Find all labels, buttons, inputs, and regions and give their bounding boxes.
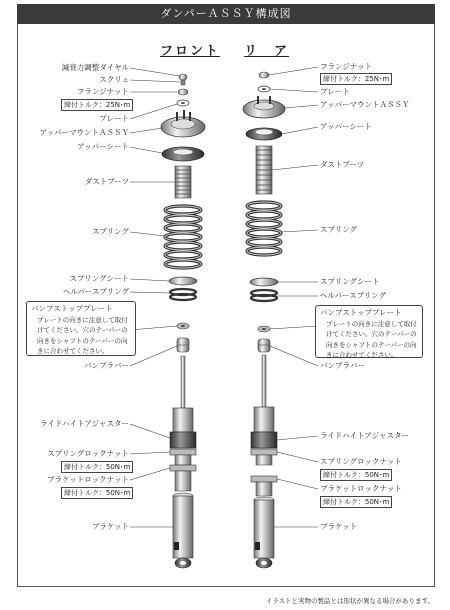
front-label-helper-spring: ヘルパースプリング — [62, 287, 129, 296]
rear-bump-stop-plate-title: バンプストッププレート — [320, 308, 402, 317]
rear-bump-stop-plate-text: プレートの向きに注意して取付けてください。穴のテーパーの向きをシャフトのテーパーの向きに合わせてください。 — [326, 319, 417, 359]
rear-label-flange-nut: フランジナット — [320, 62, 373, 71]
front-label-bracket: ブラケット — [91, 522, 129, 531]
rear-spring-seat — [250, 278, 278, 286]
rear-assembly — [243, 72, 285, 568]
rear-bracket-lock-nut-torque: 締付トルク：50N･m — [320, 496, 392, 508]
front-label-dust-boot: ダストブーツ — [84, 177, 129, 186]
front-damping-dial — [179, 74, 187, 80]
front-assembly — [161, 74, 205, 568]
front-spring-lock-nut — [170, 449, 196, 455]
front-label-spring-lock-nut: スプリングロックナット — [47, 449, 129, 458]
rear-label-spring-lock-nut: スプリングロックナット — [320, 457, 402, 466]
page-title: ダンパーＡＳＳＹ構成図 — [17, 4, 435, 24]
front-label-screw: スクリュ — [99, 75, 129, 84]
front-label-ride-height-adjuster: ライドハイトアジャスター — [40, 419, 129, 428]
front-label-flange-nut: フランジナット — [76, 87, 129, 96]
front-spring-seat — [169, 277, 197, 285]
rear-label-spring: スプリング — [320, 225, 358, 234]
rear-helper-spring — [251, 290, 277, 301]
rear-bracket — [254, 497, 274, 568]
rear-label-bump-rubber: バンプラバー — [320, 361, 365, 370]
front-shaft — [181, 356, 185, 408]
front-label-spring-seat: スプリングシート — [69, 274, 129, 283]
rear-label-upper-mount: アッパーマウントＡＳＳＹ — [320, 100, 410, 109]
front-label-bracket-lock-nut: ブラケットロックナット — [47, 475, 129, 484]
front-dust-boot — [175, 166, 191, 198]
rear-spring-lock-nut-torque: 締付トルク：50N･m — [320, 469, 392, 481]
front-column-heading: フロント — [160, 44, 221, 59]
rear-column-heading: リ ア — [244, 44, 290, 59]
rear-label-spring-seat: スプリングシート — [320, 277, 380, 286]
rear-label-dust-boot: ダストブーツ — [320, 160, 365, 169]
front-label-bump-rubber: バンプラバー — [84, 361, 129, 370]
rear-label-bracket-lock-nut: ブラケットロックナット — [320, 484, 402, 493]
front-screw — [181, 80, 185, 85]
front-flange-nut — [178, 89, 188, 95]
front-bump-stop-plate-text: プレートの向きに注意して取付けてください。穴のテーパーの向きをシャフトのテーパーの向きに合わせてください。 — [37, 315, 128, 355]
front-flange-nut-torque: 締付トルク：25N･m — [61, 99, 133, 111]
rear-flange-nut-torque: 締付トルク：25N･m — [320, 73, 392, 85]
rear-shaft — [262, 355, 266, 407]
rear-bump-stop-plate-note — [315, 305, 423, 358]
rear-label-upper-seat: アッパーシート — [320, 122, 372, 131]
front-helper-spring — [170, 289, 196, 300]
front-label-upper-mount: アッパーマウントＡＳＳＹ — [39, 128, 129, 137]
front-spring-lock-nut-torque: 締付トルク：50N･m — [61, 461, 133, 473]
rear-ride-height-adjuster — [251, 432, 277, 448]
front-label-plate: プレート — [99, 114, 129, 123]
rear-flange-nut — [259, 72, 269, 78]
front-bump-stop-plate-note — [26, 301, 136, 356]
rear-damper-body — [254, 407, 274, 432]
front-bracket-lock-nut — [170, 465, 196, 471]
front-damper-body — [173, 408, 193, 432]
rear-spring-lock-nut — [251, 449, 277, 455]
front-label-spring: スプリング — [91, 227, 129, 236]
front-label-damping-dial: 減衰力調整ダイヤル — [61, 63, 129, 72]
rear-dust-boot — [256, 146, 272, 194]
front-label-upper-seat: アッパーシート — [77, 142, 129, 151]
front-ride-height-adjuster — [170, 432, 196, 448]
rear-bracket-lock-nut — [251, 476, 277, 482]
front-bracket — [173, 493, 193, 568]
rear-label-plate: プレート — [320, 87, 350, 96]
rear-label-ride-height-adjuster: ライドハイトアジャスター — [320, 431, 409, 440]
rear-label-bracket: ブラケット — [320, 522, 358, 531]
front-bump-stop-plate-title: バンプストッププレート — [31, 304, 113, 313]
rear-label-helper-spring: ヘルパースプリング — [320, 291, 387, 300]
footer-disclaimer: イラストと実物の製品とは形状が異なる場合があります。 — [265, 597, 434, 605]
front-bracket-lock-nut-torque: 締付トルク：50N･m — [61, 487, 133, 499]
rear-bump-rubber — [258, 339, 270, 352]
front-leader-lines — [130, 68, 180, 527]
